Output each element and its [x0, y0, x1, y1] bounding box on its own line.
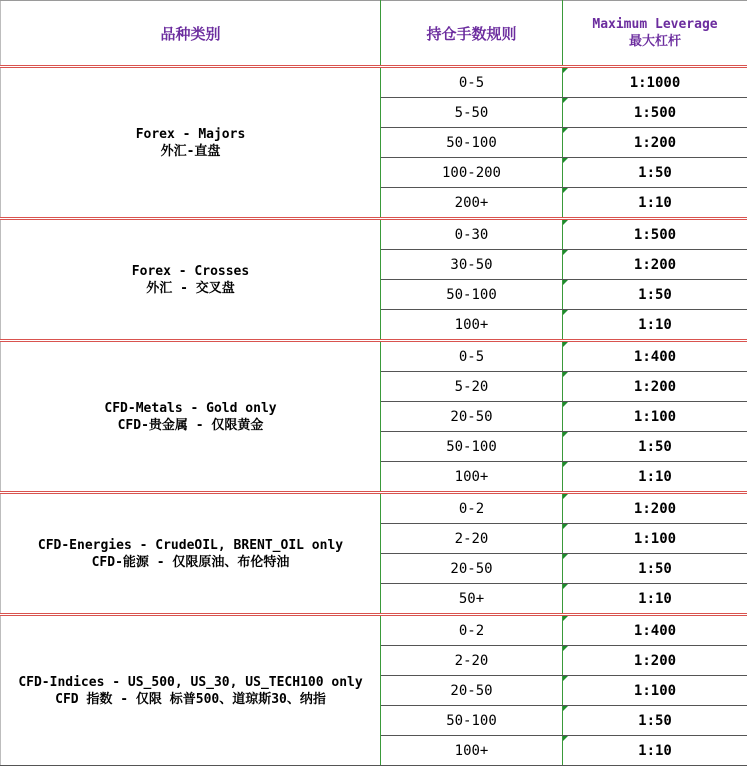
max-leverage-cell: 1:100: [563, 676, 747, 706]
category-name-cn: CFD 指数 - 仅限 标普500、道琼斯30、纳指: [1, 691, 380, 708]
max-leverage-cell: 1:200: [563, 372, 747, 402]
max-leverage-cell: 1:200: [563, 493, 747, 524]
header-lots-rule: 持仓手数规则: [381, 1, 563, 67]
lots-range-cell: 50-100: [381, 706, 563, 736]
lots-range-cell: 50-100: [381, 128, 563, 158]
category-name-cn: CFD-贵金属 - 仅限黄金: [1, 417, 380, 434]
lots-range-cell: 2-20: [381, 646, 563, 676]
lots-range-cell: 0-30: [381, 219, 563, 250]
lots-range-cell: 20-50: [381, 554, 563, 584]
lots-range-cell: 2-20: [381, 524, 563, 554]
category-name-en: CFD-Indices - US_500, US_30, US_TECH100 only: [1, 674, 380, 691]
category-name-en: CFD-Metals - Gold only: [1, 400, 380, 417]
lots-range-cell: 0-5: [381, 67, 563, 98]
max-leverage-cell: 1:500: [563, 219, 747, 250]
table-row: [1, 341, 747, 372]
header-leverage-en: Maximum Leverage: [563, 16, 747, 33]
header-row: [1, 1, 747, 67]
max-leverage-cell: 1:10: [563, 462, 747, 493]
lots-range-cell: 5-20: [381, 372, 563, 402]
category-cell: [1, 493, 381, 615]
lots-range-cell: 20-50: [381, 402, 563, 432]
max-leverage-cell: 1:10: [563, 736, 747, 766]
lots-range-cell: 5-50: [381, 98, 563, 128]
lots-range-cell: 50-100: [381, 280, 563, 310]
max-leverage-cell: 1:100: [563, 524, 747, 554]
table-row: [1, 219, 747, 250]
category-cell: [1, 219, 381, 341]
max-leverage-cell: 1:50: [563, 706, 747, 736]
header-max-leverage: [563, 1, 747, 67]
max-leverage-cell: 1:500: [563, 98, 747, 128]
lots-range-cell: 50+: [381, 584, 563, 615]
lots-range-cell: 0-2: [381, 493, 563, 524]
max-leverage-cell: 1:200: [563, 250, 747, 280]
table-row: [1, 615, 747, 646]
table-row: [1, 67, 747, 98]
category-name-en: Forex - Crosses: [1, 263, 380, 280]
category-cell: [1, 67, 381, 219]
lots-range-cell: 30-50: [381, 250, 563, 280]
table-body: [1, 67, 747, 766]
max-leverage-cell: 1:10: [563, 188, 747, 219]
lots-range-cell: 200+: [381, 188, 563, 219]
max-leverage-cell: 1:200: [563, 646, 747, 676]
category-name-cn: 外汇 - 交叉盘: [1, 280, 380, 297]
lots-range-cell: 100+: [381, 462, 563, 493]
table-row: [1, 493, 747, 524]
lots-range-cell: 100+: [381, 310, 563, 341]
max-leverage-cell: 1:10: [563, 310, 747, 341]
category-name-cn: 外汇-直盘: [1, 143, 380, 160]
header-leverage-cn: 最大杠杆: [563, 33, 747, 50]
lots-range-cell: 0-5: [381, 341, 563, 372]
lots-range-cell: 20-50: [381, 676, 563, 706]
max-leverage-cell: 1:50: [563, 158, 747, 188]
category-name-en: Forex - Majors: [1, 126, 380, 143]
max-leverage-cell: 1:1000: [563, 67, 747, 98]
max-leverage-cell: 1:10: [563, 584, 747, 615]
category-name-cn: CFD-能源 - 仅限原油、布伦特油: [1, 554, 380, 571]
lots-range-cell: 100+: [381, 736, 563, 766]
lots-range-cell: 50-100: [381, 432, 563, 462]
category-name-en: CFD-Energies - CrudeOIL, BRENT_OIL only: [1, 537, 380, 554]
max-leverage-cell: 1:400: [563, 341, 747, 372]
max-leverage-cell: 1:200: [563, 128, 747, 158]
max-leverage-cell: 1:50: [563, 554, 747, 584]
max-leverage-cell: 1:50: [563, 280, 747, 310]
header-category: 品种类别: [1, 1, 381, 67]
category-cell: [1, 341, 381, 493]
max-leverage-cell: 1:50: [563, 432, 747, 462]
max-leverage-cell: 1:100: [563, 402, 747, 432]
max-leverage-cell: 1:400: [563, 615, 747, 646]
lots-range-cell: 0-2: [381, 615, 563, 646]
category-cell: [1, 615, 381, 766]
lots-range-cell: 100-200: [381, 158, 563, 188]
